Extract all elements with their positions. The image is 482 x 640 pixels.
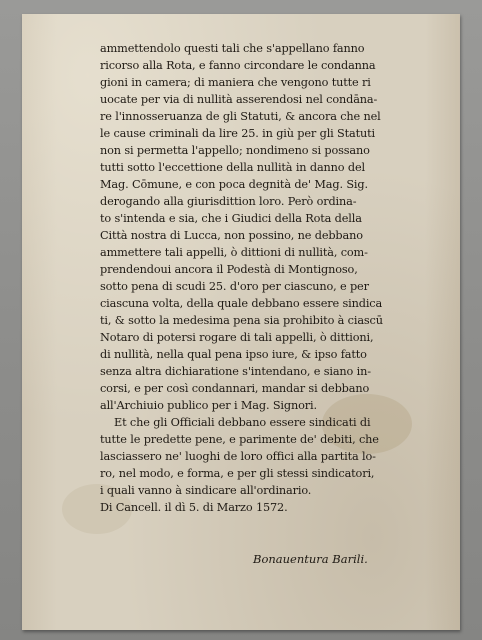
paragraph-line: tutte le predette pene, e parimente de' debiti, che — [100, 433, 379, 446]
paragraph-line: Et che gli Officiali debbano essere sindicati di — [114, 416, 371, 429]
text-line: tutti sotto l'eccettione della nullità in danno del — [100, 161, 365, 174]
text-line: di nullità, nella qual pena ipso iure, & ipso fatto — [100, 348, 367, 361]
text-line: Mag. Cōmune, e con poca degnità de' Mag. Sig. — [100, 178, 368, 191]
signature: Bonauentura Barili. — [253, 552, 368, 566]
text-line: re l'innosseruanza de gli Statuti, & ancora che nel — [100, 110, 381, 123]
text-line: Notaro di potersi rogare di tali appelli, ò dittioni, — [100, 331, 374, 344]
text-line: ammettere tali appelli, ò dittioni di nullità, com- — [100, 246, 368, 259]
text-line: gioni in camera; di maniera che vengono tutte ri — [100, 76, 371, 89]
text-line: senza altra dichiaratione s'intendano, e siano in- — [100, 365, 371, 378]
text-line: ciascuna volta, della quale debbano essere sindica — [100, 297, 383, 310]
text-line: prendendoui ancora il Podestà di Montignoso, — [100, 263, 358, 276]
text-line: derogando alla giurisdittion loro. Però ordina- — [100, 195, 357, 208]
text-line: le cause criminali da lire 25. in giù per gli Statuti — [100, 127, 375, 140]
text-line: non si permetta l'appello; nondimeno si possano — [100, 144, 370, 157]
text-line: all'Archiuio publico per i Mag. Signori. — [100, 399, 317, 412]
text-line: ammettendolo questi tali che s'appellano fanno — [100, 42, 365, 55]
document-body — [100, 40, 412, 516]
text-line: ti, & sotto la medesima pena sia prohibito à ciascū — [100, 314, 383, 327]
text-line: uocate per via di nullità asserendosi nel condāna- — [100, 93, 378, 106]
paragraph-line: ro, nel modo, e forma, e per gli stessi sindicatori, — [100, 467, 375, 480]
text-line: ricorso alla Rota, e fanno circondare le condanna — [100, 59, 376, 72]
text-line: sotto pena di scudi 25. d'oro per ciascuno, e per — [100, 280, 369, 293]
text-line: to s'intenda e sia, che i Giudici della Rota della — [100, 212, 362, 225]
text-line: corsi, e per così condannari, mandar si debbano — [100, 382, 370, 395]
paragraph-line: i quali vanno à sindicare all'ordinario. — [100, 484, 312, 497]
paragraph-line: lasciassero ne' luoghi de loro offici alla partita lo- — [100, 450, 376, 463]
date-line: Di Cancell. il dì 5. di Marzo 1572. — [100, 501, 288, 514]
text-line: Città nostra di Lucca, non possino, ne debbano — [100, 229, 363, 242]
